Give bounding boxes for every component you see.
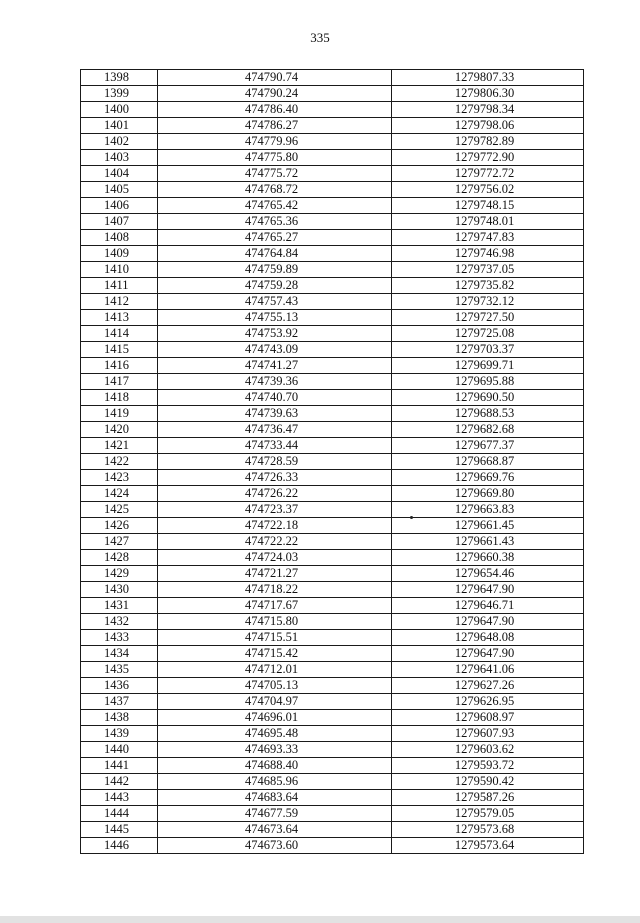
table-row xyxy=(81,246,584,262)
x-coordinate-cell: 474721.27 xyxy=(158,566,392,582)
y-coordinate-cell: 1279669.76 xyxy=(392,470,584,486)
x-coordinate-cell: 474722.18 xyxy=(158,518,392,534)
y-coordinate-cell: 1279798.34 xyxy=(392,102,584,118)
y-coordinate-cell: 1279590.42 xyxy=(392,774,584,790)
y-coordinate-cell: 1279682.68 xyxy=(392,422,584,438)
table-row xyxy=(81,486,584,502)
point-number-cell: 1433 xyxy=(81,630,158,646)
point-number-cell: 1442 xyxy=(81,774,158,790)
y-coordinate-cell: 1279573.68 xyxy=(392,822,584,838)
table-row xyxy=(81,694,584,710)
point-number-cell: 1417 xyxy=(81,374,158,390)
y-coordinate-cell: 1279573.64 xyxy=(392,838,584,854)
table-row xyxy=(81,374,584,390)
table-row xyxy=(81,502,584,518)
table-row xyxy=(81,566,584,582)
point-number-cell: 1422 xyxy=(81,454,158,470)
point-number-cell: 1444 xyxy=(81,806,158,822)
scan-bottom-edge xyxy=(0,916,640,923)
x-coordinate-cell: 474683.64 xyxy=(158,790,392,806)
x-coordinate-cell: 474673.60 xyxy=(158,838,392,854)
x-coordinate-cell: 474755.13 xyxy=(158,310,392,326)
y-coordinate-cell: 1279746.98 xyxy=(392,246,584,262)
x-coordinate-cell: 474786.27 xyxy=(158,118,392,134)
table-row xyxy=(81,134,584,150)
point-number-cell: 1404 xyxy=(81,166,158,182)
point-number-cell: 1436 xyxy=(81,678,158,694)
x-coordinate-cell: 474695.48 xyxy=(158,726,392,742)
x-coordinate-cell: 474775.80 xyxy=(158,150,392,166)
point-number-cell: 1438 xyxy=(81,710,158,726)
y-coordinate-cell: 1279703.37 xyxy=(392,342,584,358)
x-coordinate-cell: 474715.51 xyxy=(158,630,392,646)
point-number-cell: 1419 xyxy=(81,406,158,422)
x-coordinate-cell: 474728.59 xyxy=(158,454,392,470)
x-coordinate-cell: 474715.42 xyxy=(158,646,392,662)
y-coordinate-cell: 1279747.83 xyxy=(392,230,584,246)
x-coordinate-cell: 474722.22 xyxy=(158,534,392,550)
y-coordinate-cell: 1279627.26 xyxy=(392,678,584,694)
x-coordinate-cell: 474704.97 xyxy=(158,694,392,710)
y-coordinate-cell: 1279626.95 xyxy=(392,694,584,710)
point-number-cell: 1426 xyxy=(81,518,158,534)
x-coordinate-cell: 474733.44 xyxy=(158,438,392,454)
table-row xyxy=(81,534,584,550)
point-number-cell: 1423 xyxy=(81,470,158,486)
y-coordinate-cell: 1279695.88 xyxy=(392,374,584,390)
y-coordinate-cell: 1279579.05 xyxy=(392,806,584,822)
point-number-cell: 1411 xyxy=(81,278,158,294)
point-number-cell: 1401 xyxy=(81,118,158,134)
table-row xyxy=(81,662,584,678)
x-coordinate-cell: 474741.27 xyxy=(158,358,392,374)
table-row xyxy=(81,742,584,758)
table-row xyxy=(81,198,584,214)
point-number-cell: 1418 xyxy=(81,390,158,406)
point-number-cell: 1416 xyxy=(81,358,158,374)
point-number-cell: 1432 xyxy=(81,614,158,630)
x-coordinate-cell: 474740.70 xyxy=(158,390,392,406)
point-number-cell: 1407 xyxy=(81,214,158,230)
y-coordinate-cell: 1279669.80 xyxy=(392,486,584,502)
table-row xyxy=(81,310,584,326)
table-row xyxy=(81,70,584,86)
point-number-cell: 1420 xyxy=(81,422,158,438)
point-number-cell: 1421 xyxy=(81,438,158,454)
table-row xyxy=(81,758,584,774)
x-coordinate-cell: 474726.33 xyxy=(158,470,392,486)
coordinates-table-body xyxy=(81,70,584,854)
y-coordinate-cell: 1279688.53 xyxy=(392,406,584,422)
x-coordinate-cell: 474724.03 xyxy=(158,550,392,566)
y-coordinate-cell: 1279748.01 xyxy=(392,214,584,230)
x-coordinate-cell: 474693.33 xyxy=(158,742,392,758)
x-coordinate-cell: 474736.47 xyxy=(158,422,392,438)
y-coordinate-cell: 1279646.71 xyxy=(392,598,584,614)
y-coordinate-cell: 1279663.83 xyxy=(392,502,584,518)
point-number-cell: 1425 xyxy=(81,502,158,518)
point-number-cell: 1441 xyxy=(81,758,158,774)
x-coordinate-cell: 474764.84 xyxy=(158,246,392,262)
point-number-cell: 1440 xyxy=(81,742,158,758)
table-row xyxy=(81,630,584,646)
x-coordinate-cell: 474696.01 xyxy=(158,710,392,726)
table-row xyxy=(81,262,584,278)
point-number-cell: 1414 xyxy=(81,326,158,342)
point-number-cell: 1431 xyxy=(81,598,158,614)
table-row xyxy=(81,822,584,838)
point-number-cell: 1413 xyxy=(81,310,158,326)
x-coordinate-cell: 474759.28 xyxy=(158,278,392,294)
table-row xyxy=(81,86,584,102)
x-coordinate-cell: 474705.13 xyxy=(158,678,392,694)
table-row xyxy=(81,470,584,486)
y-coordinate-cell: 1279647.90 xyxy=(392,582,584,598)
point-number-cell: 1435 xyxy=(81,662,158,678)
y-coordinate-cell: 1279735.82 xyxy=(392,278,584,294)
point-number-cell: 1410 xyxy=(81,262,158,278)
x-coordinate-cell: 474765.27 xyxy=(158,230,392,246)
y-coordinate-cell: 1279798.06 xyxy=(392,118,584,134)
x-coordinate-cell: 474718.22 xyxy=(158,582,392,598)
y-coordinate-cell: 1279647.90 xyxy=(392,614,584,630)
scan-artifact-dot xyxy=(410,516,413,519)
table-row xyxy=(81,438,584,454)
table-row xyxy=(81,790,584,806)
x-coordinate-cell: 474712.01 xyxy=(158,662,392,678)
x-coordinate-cell: 474790.74 xyxy=(158,70,392,86)
x-coordinate-cell: 474677.59 xyxy=(158,806,392,822)
point-number-cell: 1402 xyxy=(81,134,158,150)
table-row xyxy=(81,166,584,182)
y-coordinate-cell: 1279668.87 xyxy=(392,454,584,470)
y-coordinate-cell: 1279725.08 xyxy=(392,326,584,342)
y-coordinate-cell: 1279660.38 xyxy=(392,550,584,566)
point-number-cell: 1415 xyxy=(81,342,158,358)
point-number-cell: 1437 xyxy=(81,694,158,710)
table-row xyxy=(81,214,584,230)
y-coordinate-cell: 1279782.89 xyxy=(392,134,584,150)
y-coordinate-cell: 1279727.50 xyxy=(392,310,584,326)
table-row xyxy=(81,390,584,406)
point-number-cell: 1434 xyxy=(81,646,158,662)
x-coordinate-cell: 474753.92 xyxy=(158,326,392,342)
x-coordinate-cell: 474715.80 xyxy=(158,614,392,630)
table-row xyxy=(81,406,584,422)
x-coordinate-cell: 474765.42 xyxy=(158,198,392,214)
table-row xyxy=(81,230,584,246)
point-number-cell: 1399 xyxy=(81,86,158,102)
y-coordinate-cell: 1279661.43 xyxy=(392,534,584,550)
x-coordinate-cell: 474685.96 xyxy=(158,774,392,790)
point-number-cell: 1405 xyxy=(81,182,158,198)
point-number-cell: 1398 xyxy=(81,70,158,86)
table-row xyxy=(81,710,584,726)
y-coordinate-cell: 1279647.90 xyxy=(392,646,584,662)
x-coordinate-cell: 474739.63 xyxy=(158,406,392,422)
point-number-cell: 1445 xyxy=(81,822,158,838)
y-coordinate-cell: 1279603.62 xyxy=(392,742,584,758)
y-coordinate-cell: 1279807.33 xyxy=(392,70,584,86)
y-coordinate-cell: 1279748.15 xyxy=(392,198,584,214)
point-number-cell: 1428 xyxy=(81,550,158,566)
table-row xyxy=(81,678,584,694)
table-row xyxy=(81,294,584,310)
x-coordinate-cell: 474743.09 xyxy=(158,342,392,358)
y-coordinate-cell: 1279587.26 xyxy=(392,790,584,806)
x-coordinate-cell: 474786.40 xyxy=(158,102,392,118)
table-row xyxy=(81,806,584,822)
x-coordinate-cell: 474717.67 xyxy=(158,598,392,614)
point-number-cell: 1443 xyxy=(81,790,158,806)
table-row xyxy=(81,774,584,790)
x-coordinate-cell: 474790.24 xyxy=(158,86,392,102)
point-number-cell: 1406 xyxy=(81,198,158,214)
table-row xyxy=(81,118,584,134)
point-number-cell: 1412 xyxy=(81,294,158,310)
table-row xyxy=(81,646,584,662)
table-row xyxy=(81,454,584,470)
y-coordinate-cell: 1279732.12 xyxy=(392,294,584,310)
table-row xyxy=(81,598,584,614)
x-coordinate-cell: 474726.22 xyxy=(158,486,392,502)
y-coordinate-cell: 1279737.05 xyxy=(392,262,584,278)
table-row xyxy=(81,614,584,630)
table-row xyxy=(81,278,584,294)
page-number: 335 xyxy=(310,30,330,45)
table-row xyxy=(81,102,584,118)
table-row xyxy=(81,550,584,566)
point-number-cell: 1429 xyxy=(81,566,158,582)
y-coordinate-cell: 1279772.72 xyxy=(392,166,584,182)
y-coordinate-cell: 1279661.45 xyxy=(392,518,584,534)
point-number-cell: 1427 xyxy=(81,534,158,550)
y-coordinate-cell: 1279607.93 xyxy=(392,726,584,742)
table-row xyxy=(81,326,584,342)
table-row xyxy=(81,182,584,198)
x-coordinate-cell: 474723.37 xyxy=(158,502,392,518)
table-row xyxy=(81,342,584,358)
point-number-cell: 1446 xyxy=(81,838,158,854)
coordinates-table xyxy=(80,69,584,854)
x-coordinate-cell: 474688.40 xyxy=(158,758,392,774)
point-number-cell: 1403 xyxy=(81,150,158,166)
y-coordinate-cell: 1279806.30 xyxy=(392,86,584,102)
table-row xyxy=(81,582,584,598)
x-coordinate-cell: 474673.64 xyxy=(158,822,392,838)
point-number-cell: 1424 xyxy=(81,486,158,502)
x-coordinate-cell: 474775.72 xyxy=(158,166,392,182)
y-coordinate-cell: 1279756.02 xyxy=(392,182,584,198)
x-coordinate-cell: 474739.36 xyxy=(158,374,392,390)
y-coordinate-cell: 1279677.37 xyxy=(392,438,584,454)
point-number-cell: 1430 xyxy=(81,582,158,598)
y-coordinate-cell: 1279648.08 xyxy=(392,630,584,646)
y-coordinate-cell: 1279690.50 xyxy=(392,390,584,406)
point-number-cell: 1439 xyxy=(81,726,158,742)
y-coordinate-cell: 1279608.97 xyxy=(392,710,584,726)
table-row xyxy=(81,838,584,854)
point-number-cell: 1408 xyxy=(81,230,158,246)
x-coordinate-cell: 474765.36 xyxy=(158,214,392,230)
y-coordinate-cell: 1279772.90 xyxy=(392,150,584,166)
x-coordinate-cell: 474779.96 xyxy=(158,134,392,150)
table-row xyxy=(81,726,584,742)
y-coordinate-cell: 1279641.06 xyxy=(392,662,584,678)
table-row xyxy=(81,422,584,438)
table-row xyxy=(81,358,584,374)
x-coordinate-cell: 474757.43 xyxy=(158,294,392,310)
y-coordinate-cell: 1279654.46 xyxy=(392,566,584,582)
point-number-cell: 1400 xyxy=(81,102,158,118)
table-row xyxy=(81,150,584,166)
x-coordinate-cell: 474759.89 xyxy=(158,262,392,278)
point-number-cell: 1409 xyxy=(81,246,158,262)
y-coordinate-cell: 1279699.71 xyxy=(392,358,584,374)
table-row xyxy=(81,518,584,534)
y-coordinate-cell: 1279593.72 xyxy=(392,758,584,774)
x-coordinate-cell: 474768.72 xyxy=(158,182,392,198)
